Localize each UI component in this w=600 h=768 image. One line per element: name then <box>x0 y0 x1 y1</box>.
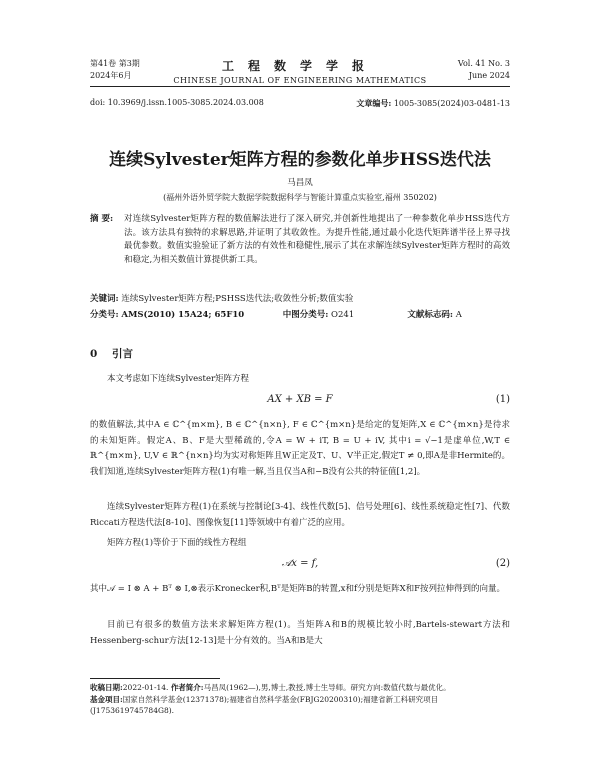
date-en: June 2024 <box>468 71 510 80</box>
keywords-text: 连续Sylvester矩阵方程;PSHSS迭代法;收敛性分析;数值实验 <box>121 294 354 304</box>
clc-code: O241 <box>331 310 355 320</box>
document-code-label: 文献标志码: <box>407 310 454 320</box>
document-code-value: A <box>455 310 462 320</box>
author: 马昌凤 <box>287 178 313 188</box>
document-code <box>407 308 461 320</box>
footnote <box>90 682 510 717</box>
body-paragraph-3: 连续Sylvester矩阵方程(1)在系统与控制论[3-4]、线性代数[5]、信号处理[6]、线性系统稳定性[7]、代数Riccati方程迭代法[8-10]、图像恢复[11]等领域中有着广泛的应用。 <box>90 502 510 528</box>
abstract <box>90 213 510 267</box>
header-right <box>458 58 510 82</box>
section-heading <box>90 346 133 361</box>
ams-classification <box>90 308 280 320</box>
ams-label: 分类号: <box>90 310 119 320</box>
equation-2-body: 𝒜x = f, <box>281 558 319 569</box>
volume-en: Vol. 41 No. 3 <box>457 59 510 68</box>
received-date: 2022-01-14. <box>122 683 169 692</box>
footnote-dates <box>90 682 510 694</box>
volume-cn: 第41卷 第3期 <box>90 59 140 68</box>
funding-label: 基金项目: <box>90 694 123 704</box>
author-bio: 马昌凤(1962—),男,博士,教授,博士生导师。研究方向:数值代数与最优化。 <box>203 683 451 692</box>
footnote-funding <box>90 694 510 717</box>
footnote-divider <box>90 678 220 679</box>
funding-text: 国家自然科学基金(12371378);福建省自然科学基金(FBJG20200310);福建省新工科研究项目(J1753619745784G8). <box>90 694 439 715</box>
clc-label: 中图分类号: <box>282 310 329 320</box>
doi-line <box>90 98 510 107</box>
keywords-label: 关键词: <box>90 294 119 304</box>
equation-2-number: (2) <box>495 558 510 569</box>
body-paragraph-6: 目前已有很多的数值方法来求解矩阵方程(1)。当矩阵A和B的规模比较小时,Bartels-stewart方法和Hessenberg-schur方法[12-13]是十分有效的。当A和B是大 <box>90 620 510 646</box>
article-number-value: 1005-3085(2024)03-0481-13 <box>393 99 510 108</box>
journal-title-en: CHINESE JOURNAL OF ENGINEERING MATHEMATICS <box>173 76 427 85</box>
bio-label: 作者简介: <box>170 683 204 692</box>
clc-classification <box>283 308 405 320</box>
keywords <box>90 292 510 304</box>
doi: doi: 10.3969/j.issn.1005-3085.2024.03.008 <box>90 98 264 107</box>
body-paragraph-5: 其中𝒜 = I ⊗ A + Bᵀ ⊗ I,⊗表示Kronecker积,Bᵀ是矩阵B的转置,x和f分别是矩阵X和F按列拉伸得到的向量。 <box>90 584 506 594</box>
received-label: 收稿日期: <box>90 683 123 692</box>
header-divider <box>90 86 510 87</box>
abstract-text: 对连续Sylvester矩阵方程的数值解法进行了深入研究,并创新性地提出了一种参数化单步HSS迭代方法。该方法具有独特的求解思路,并证明了其收敛性。为提升性能,通过最小化迭代矩阵谱半径上界寻找最优参数。数值实验验证了新方法的有效性和稳健性,展示了其在求解连续Sylvester矩阵方程时的高效和稳定,为相关数值计算提供新工具。 <box>124 214 510 265</box>
header-center <box>140 57 460 85</box>
section-number: 0 <box>90 348 98 360</box>
article-number-label: 文章编号: <box>356 98 392 108</box>
journal-title-cn: 工程数学学报 <box>221 59 378 73</box>
equation-1-number: (1) <box>495 394 510 405</box>
body-paragraph-2: 的数值解法,其中A ∈ ℂ^{m×m}, B ∈ ℂ^{n×n}, F ∈ ℂ^{m×n}是给定的复矩阵,X ∈ ℂ^{m×n}是待求的未知矩阵。假定A、B、F是大型稀疏的,令A = W + iT, B = U + iV, 其中i = √−1是虚单位,W,T ∈ ℝ^{m×m}, U,V ∈ ℝ^{n×n}均为实对称矩阵且W正定及T、U、V半正定,假定T ≠ 0,即A是非Hermite的。我们知道,连续Sylvester矩阵方程(1)有唯一解,当且仅当A和−B没有公共的特征值[1,2]。 <box>90 420 510 477</box>
article-number <box>356 98 510 109</box>
header-left <box>90 58 140 82</box>
abstract-label: 摘 要: <box>90 214 114 224</box>
affiliation: (福州外语外贸学院大数据学院数据科学与智能计算重点实验室,福州 350202) <box>163 193 437 202</box>
body-paragraph-1: 本文考虑如下连续Sylvester矩阵方程 <box>107 374 250 384</box>
equation-1-body: AX + XB = F <box>267 394 333 405</box>
date-cn: 2024年6月 <box>90 71 132 80</box>
ams-code: AMS(2010) 15A24; 65F10 <box>121 310 245 320</box>
section-title: 引言 <box>112 348 133 360</box>
classification-line <box>90 308 510 320</box>
body-paragraph-4: 矩阵方程(1)等价于下面的线性方程组 <box>107 538 247 548</box>
paper-title: 连续Sylvester矩阵方程的参数化单步HSS迭代法 <box>109 150 491 170</box>
